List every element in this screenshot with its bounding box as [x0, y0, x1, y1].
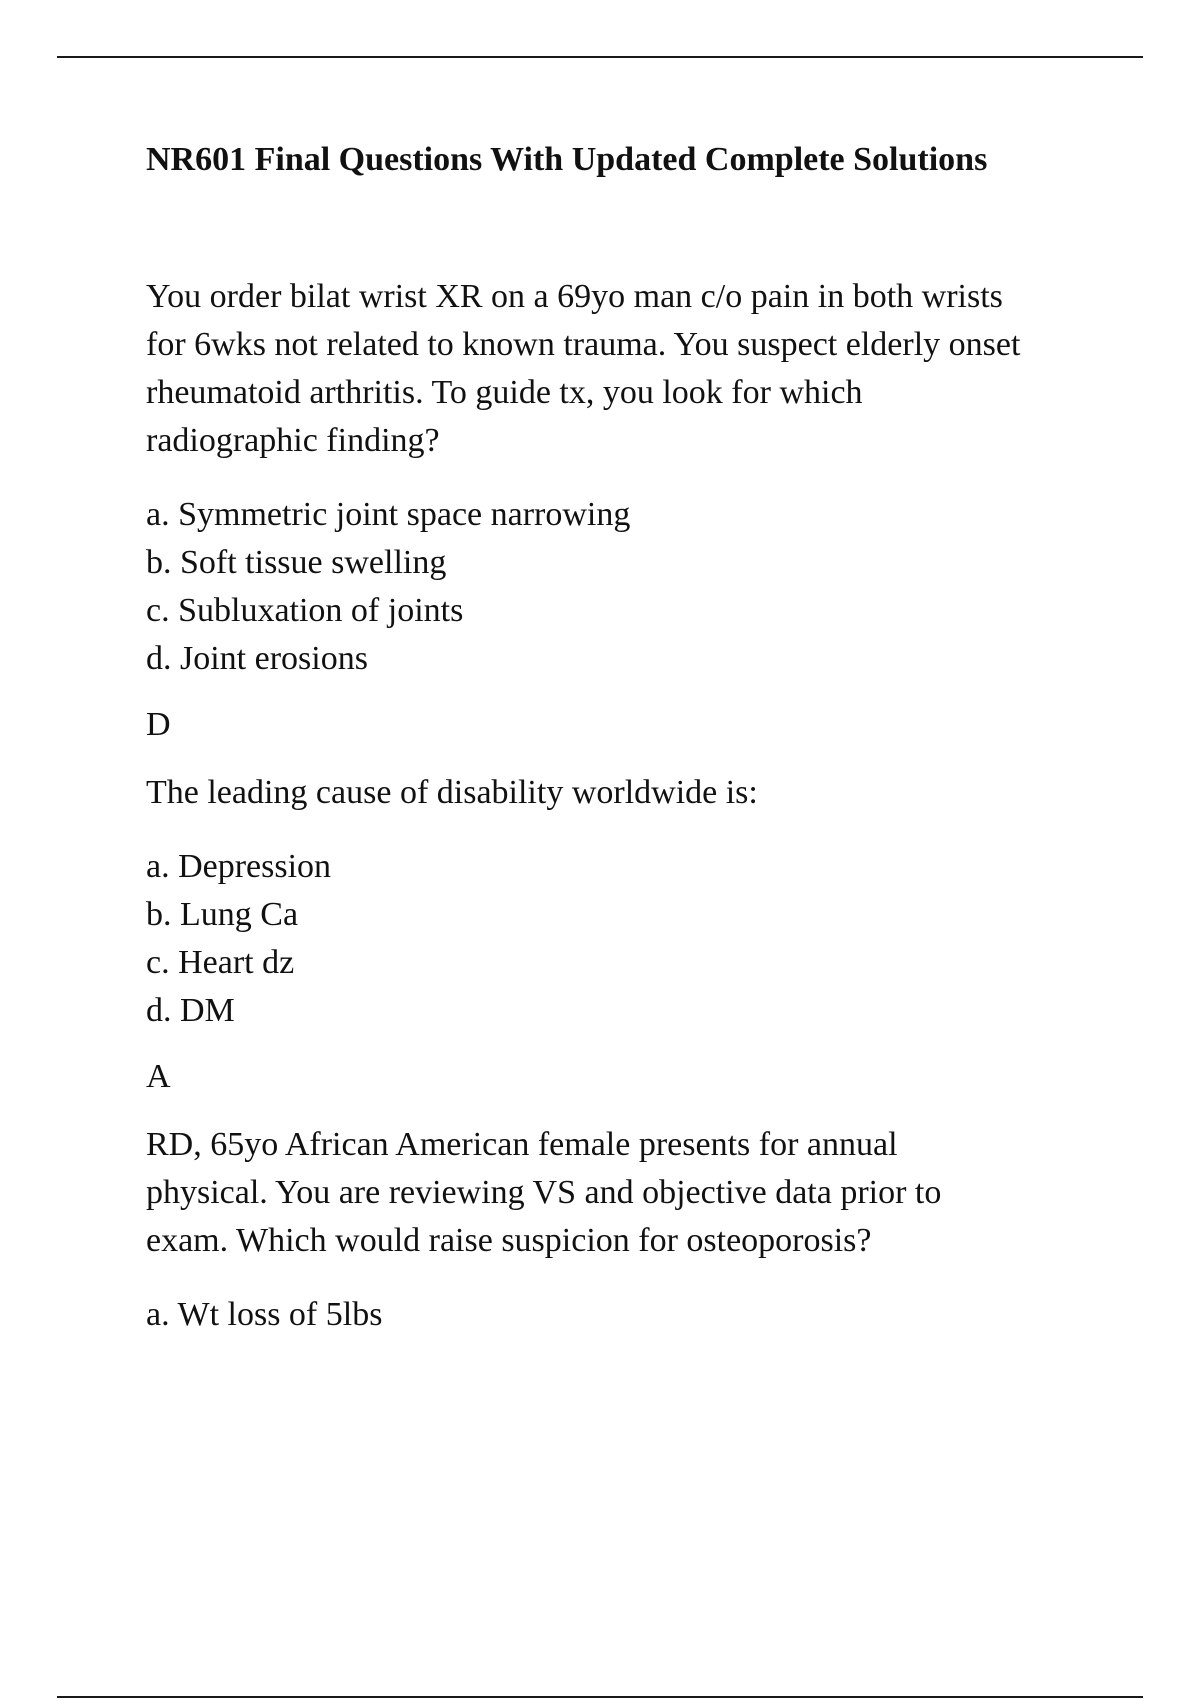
top-rule [57, 56, 1143, 58]
option-item: a. Wt loss of 5lbs [146, 1295, 383, 1333]
option-item: d. DM [146, 991, 235, 1029]
question-text: You order bilat wrist XR on a 69yo man c/o pain in both wrists for 6wks not related to known trauma. You suspect elderly onset rheumatoid arthritis. To guide tx, you look for which radiographic finding? [146, 277, 1021, 459]
options-list [146, 843, 1106, 1035]
answer-text: D [146, 705, 171, 743]
option-item: b. Soft tissue swelling [146, 543, 447, 581]
document-title: NR601 Final Questions With Updated Complete Solutions [146, 141, 988, 178]
option-item: c. Subluxation of joints [146, 591, 464, 629]
option-item: c. Heart dz [146, 943, 295, 981]
options-list [146, 1291, 1106, 1339]
option-item: d. Joint erosions [146, 639, 368, 677]
question-text: The leading cause of disability worldwide is: [146, 773, 758, 811]
option-item: b. Lung Ca [146, 895, 299, 933]
answer-text: A [146, 1057, 171, 1095]
options-list [146, 491, 1106, 683]
document-body [146, 140, 1106, 1339]
bottom-rule [57, 1696, 1143, 1698]
option-item: a. Depression [146, 847, 332, 885]
question-text: RD, 65yo African American female presents for annual physical. You are reviewing VS and objective data prior to exam. Which would raise suspicion for osteoporosis? [146, 1125, 942, 1259]
option-item: a. Symmetric joint space narrowing [146, 495, 631, 533]
